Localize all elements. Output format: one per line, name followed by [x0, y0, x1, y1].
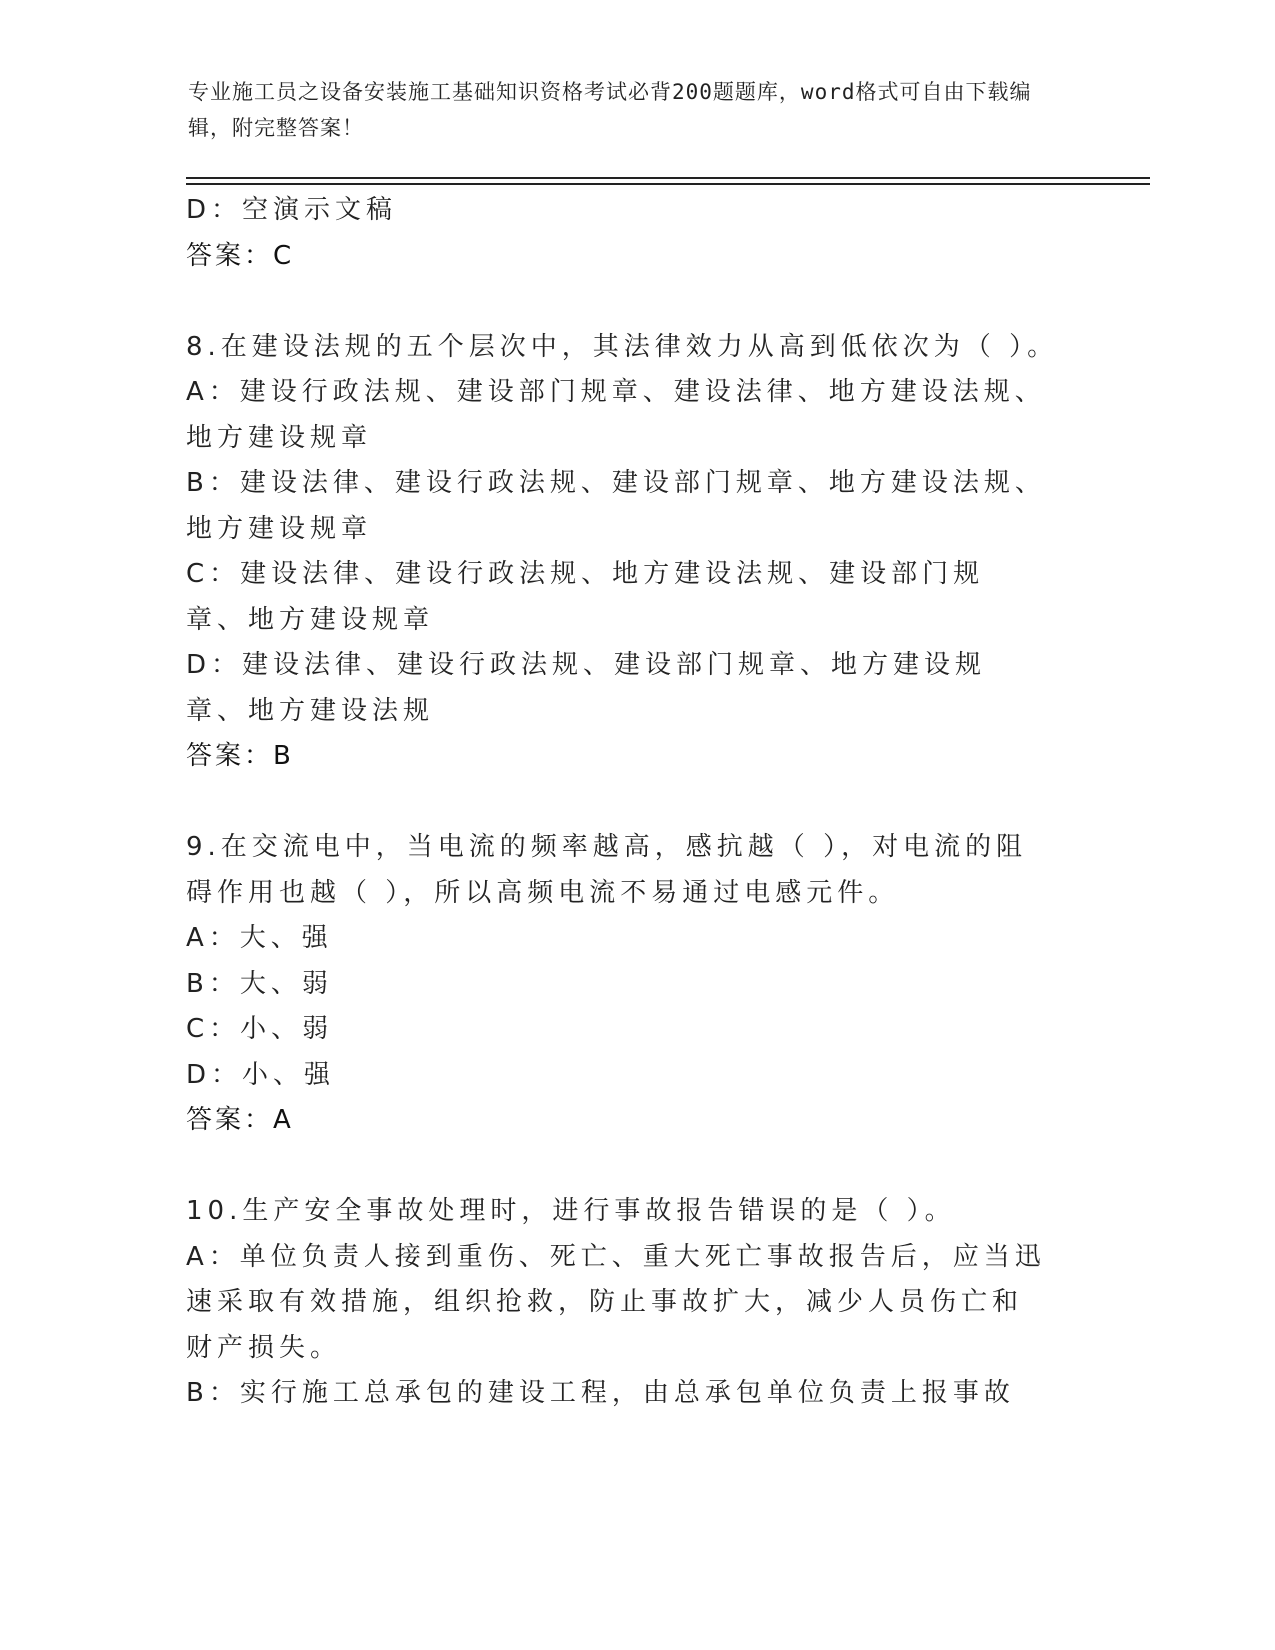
question-8	[186, 325, 1086, 780]
question-9-stem: 9.在交流电中，当电流的频率越高，感抗越（ ），对电流的阻碍作用也越（ ），所以高频电流不易通过电感元件。	[186, 832, 1028, 908]
question-9	[186, 825, 1086, 1144]
page-header: 专业施工员之设备安装施工基础知识资格考试必背200题题库，word格式可自由下载编辑，附完整答案！	[188, 80, 1032, 140]
question-10-option-a: A：单位负责人接到重伤、死亡、重大死亡事故报告后，应当迅速采取有效措施，组织抢救，防止事故扩大，减少人员伤亡和财产损失。	[186, 1241, 1046, 1363]
spacer	[186, 279, 1086, 325]
question-10-stem: 10.生产安全事故处理时，进行事故报告错误的是（ ）。	[186, 1196, 956, 1226]
prev-option-d: D：空演示文稿	[186, 195, 398, 225]
question-9-answer: 答案：A	[186, 1105, 294, 1135]
spacer	[186, 1144, 1086, 1190]
question-9-option-c: C：小、弱	[186, 1014, 334, 1044]
question-8-option-a: A：建设行政法规、建设部门规章、建设法律、地方建设法规、地方建设规章	[186, 377, 1046, 453]
question-8-stem: 8.在建设法规的五个层次中，其法律效力从高到低依次为（ ）。	[186, 331, 1059, 362]
header-rule-bottom	[186, 183, 1150, 185]
question-8-option-d: D：建设法律、建设行政法规、建设部门规章、地方建设规章、地方建设法规	[186, 650, 987, 726]
question-8-option-c: C：建设法律、建设行政法规、地方建设法规、建设部门规章、地方建设规章	[186, 559, 985, 635]
question-8-option-b: B：建设法律、建设行政法规、建设部门规章、地方建设法规、地方建设规章	[186, 468, 1046, 544]
prev-answer: 答案：C	[186, 240, 295, 271]
question-10	[186, 1189, 1086, 1417]
header-rule-top	[186, 177, 1150, 179]
spacer	[186, 780, 1086, 826]
question-9-option-b: B：大、弱	[186, 968, 333, 999]
question-8-answer: 答案：B	[186, 741, 294, 771]
question-10-option-b: B：实行施工总承包的建设工程，由总承包单位负责上报事故	[186, 1378, 1015, 1408]
question-content	[186, 188, 1086, 1417]
question-9-option-a: A：大、强	[186, 923, 333, 953]
question-9-option-d: D：小、强	[186, 1059, 336, 1090]
